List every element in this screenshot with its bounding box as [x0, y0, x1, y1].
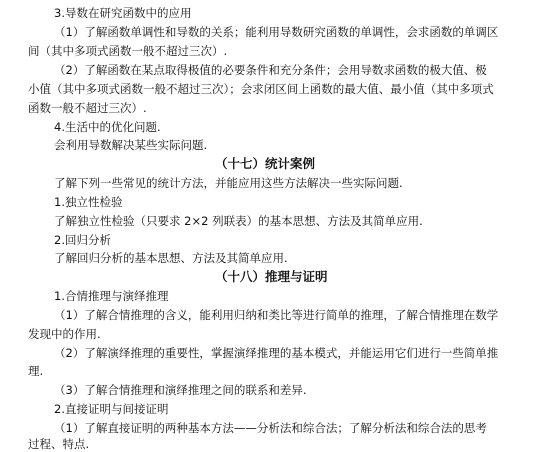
section-3-title: 3.导数在研究函数中的应用 [54, 6, 192, 20]
paragraph-line: 了解回归分析的基本思想、方法及其简单应用. [54, 251, 288, 265]
subsection-title: 2.直接证明与间接证明 [54, 402, 169, 416]
paragraph-line: 小值（其中多项式函数一般不超过三次）；会求闭区间上函数的最大值、最小值（其中多项式 [28, 82, 494, 96]
paragraph-line: 了解独立性检验（只要求 2×2 列联表）的基本思想、方法及其简单应用. [54, 214, 423, 228]
subsection-title: 1.合情推理与演绎推理 [54, 289, 169, 303]
paragraph-line: 了解下列一些常见的统计方法，并能应用这些方法解决一些实际问题. [54, 176, 403, 190]
paragraph-line: 过程、特点. [28, 437, 90, 451]
paragraph-line: （2）了解演绎推理的重要性，掌握演绎推理的基本模式，并能运用它们进行一些简单推 [54, 346, 499, 360]
subsection-title: 1.独立性检验 [54, 195, 123, 209]
paragraph-line: 理. [28, 364, 44, 378]
paragraph-line: 间（其中多项式函数一般不超过三次）. [28, 44, 228, 58]
paragraph-line: 函数一般不超过三次）. [28, 101, 147, 115]
paragraph-line: 会利用导数解决某些实际问题. [54, 138, 208, 152]
subsection-title: 2.回归分析 [54, 233, 111, 247]
section-heading-18: （十八）推理与证明 [215, 269, 328, 284]
paragraph-line: （2）了解函数在某点取得极值的必要条件和充分条件；会用导数求函数的极大值、极 [54, 63, 487, 77]
paragraph-line: 发现中的作用. [28, 327, 101, 341]
section-heading-17: （十七）统计案例 [215, 156, 316, 171]
paragraph-line: （1）了解合情推理的含义，能利用归纳和类比等进行简单的推理，了解合情推理在数学 [54, 308, 499, 322]
paragraph-line: （1）了解直接证明的两种基本方法——分析法和综合法；了解分析法和综合法的思考 [54, 421, 487, 435]
paragraph-line: （1）了解函数单调性和导数的关系；能利用导数研究函数的单调性，会求函数的单调区 [54, 25, 499, 39]
paragraph-line: （3）了解合情推理和演绎推理之间的联系和差异. [54, 383, 307, 397]
section-4-title: 4.生活中的优化问题. [54, 120, 161, 134]
